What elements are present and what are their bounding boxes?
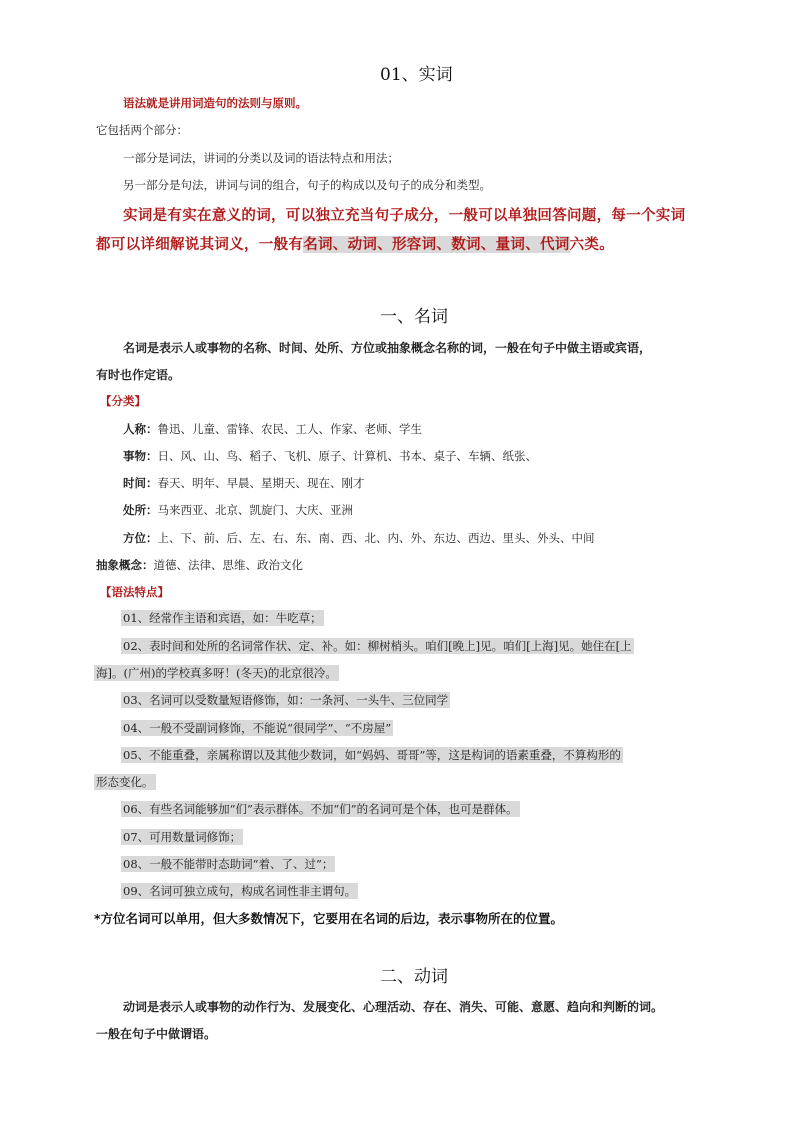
section-title-verb: 二、动词 <box>380 967 448 987</box>
shici-line2-pre: 都可以详细解说其词义，一般有 <box>96 236 304 253</box>
category-items: 春天、明年、早晨、星期天、现在、刚才 <box>157 476 365 490</box>
category-time <box>123 475 365 491</box>
direction-noun-note: *方位名词可以单用，但大多数情况下，它要用在名词的后边，表示事物所在的位置。 <box>94 911 564 926</box>
feature-item-continued: 形态变化。 <box>96 775 154 789</box>
category-place <box>123 502 353 518</box>
category-items: 日、风、山、鸟、稻子、飞机、原子、计算机、书本、桌子、车辆、纸张、 <box>157 449 537 463</box>
feature-item: 06、有些名词能够加“们”表示群体。不加“们”的名词可是个体，也可是群体。 <box>123 802 518 816</box>
verb-intro-line2: 一般在句子中做谓语。 <box>96 1027 217 1041</box>
feature-item: 04、一般不受副词修饰，不能说“很同学”、“不房屋” <box>123 721 392 735</box>
feature-item: 08、一般不能带时态助词“着、了、过”； <box>123 857 334 871</box>
category-label: 时间： <box>123 476 158 490</box>
grammar-definition: 语法就是讲用词造句的法则与原则。 <box>123 96 307 110</box>
section-title-shici: 01、实词 <box>380 65 453 85</box>
classification-tag: 【分类】 <box>100 394 146 408</box>
category-label: 处所： <box>123 503 158 517</box>
part-morphology: 一部分是词法，讲词的分类以及词的语法特点和用法； <box>123 151 399 165</box>
category-direction <box>123 530 595 546</box>
noun-intro-line1: 名词是表示人或事物的名称、时间、处所、方位或抽象概念名称的词，一般在句子中做主语或宾语， <box>123 341 652 355</box>
category-thing <box>123 448 537 464</box>
category-items: 鲁迅、儿童、雷锋、农民、工人、作家、老师、学生 <box>157 422 422 436</box>
category-label: 事物： <box>123 449 158 463</box>
shici-line2-post: 六类。 <box>569 236 615 253</box>
category-abstract <box>96 557 303 573</box>
category-items: 马来西亚、北京、凯旋门、大庆、亚洲 <box>157 503 353 517</box>
feature-tag: 【语法特点】 <box>100 585 169 599</box>
feature-item: 05、不能重叠，亲属称谓以及其他少数词，如“妈妈、哥哥”等，这是构词的语素重叠，不算构形的 <box>123 748 621 762</box>
parts-intro: 它包括两个部分： <box>96 123 188 137</box>
feature-item: 02、表时间和处所的名词常作状、定、补。如：柳树梢头。咱们[晚上]见。咱们[上海]见。她住在[上 <box>123 639 632 653</box>
category-label: 人称： <box>123 422 158 436</box>
shici-definition-line2 <box>96 233 614 254</box>
noun-intro-line2: 有时也作定语。 <box>96 368 181 382</box>
shici-definition-line1: 实词是有实在意义的词，可以独立充当句子成分，一般可以单独回答问题，每一个实词 <box>123 207 686 224</box>
category-items: 道德、法律、思维、政治文化 <box>153 558 303 572</box>
shici-six-classes: 名词、动词、形容词、数词、量词、代词 <box>303 236 570 253</box>
section-title-noun: 一、名词 <box>380 307 448 327</box>
feature-item: 07、可用数量词修饰； <box>123 830 242 844</box>
feature-item: 01、经常作主语和宾语，如：牛吃草； <box>123 611 322 625</box>
category-items: 上、下、前、后、左、右、东、南、西、北、内、外、东边、西边、里头、外头、中间 <box>157 531 595 545</box>
feature-item: 09、名词可独立成句，构成名词性非主谓句。 <box>123 884 357 898</box>
verb-intro-line1: 动词是表示人或事物的动作行为、发展变化、心理活动、存在、消失、可能、意愿、趋向和判断的词。 <box>123 1000 664 1014</box>
category-label: 抽象概念： <box>96 558 154 572</box>
category-person <box>123 421 422 437</box>
category-label: 方位： <box>123 531 158 545</box>
feature-item-continued: 海]。(广州)的学校真多呀！(冬天)的北京很冷。 <box>96 666 337 680</box>
part-syntax: 另一部分是句法，讲词与词的组合，句子的构成以及句子的成分和类型。 <box>123 178 491 192</box>
feature-item: 03、名词可以受数量短语修饰，如：一条河、一头牛、三位同学 <box>123 693 449 707</box>
